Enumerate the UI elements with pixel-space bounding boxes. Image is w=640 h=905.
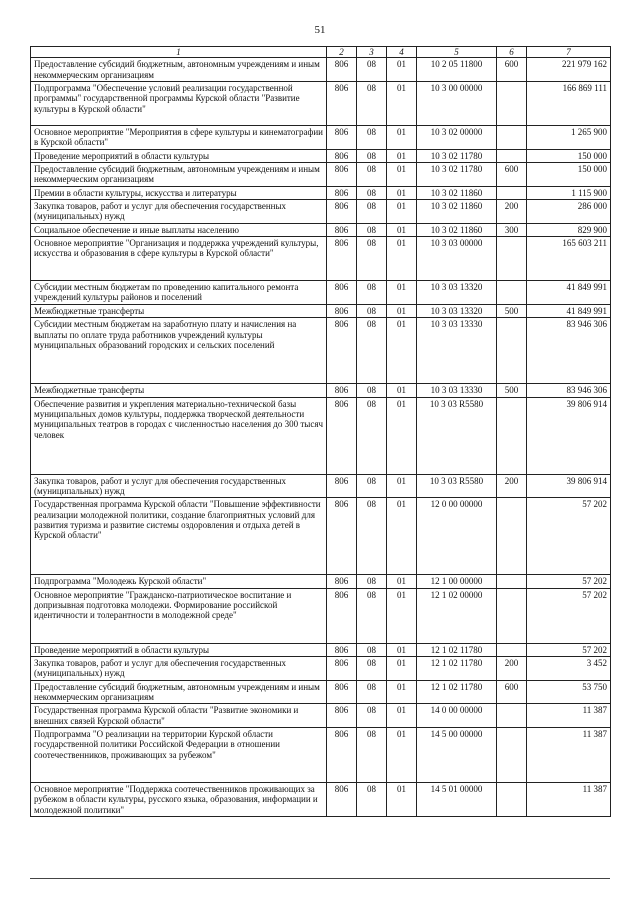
row-expense-type <box>497 643 527 656</box>
row-amount: 221 979 162 <box>527 58 611 82</box>
row-subsection-code: 01 <box>387 588 417 643</box>
row-expense-type: 600 <box>497 58 527 82</box>
row-expense-type <box>497 126 527 150</box>
row-expense-type: 200 <box>497 474 527 498</box>
row-expense-type <box>497 588 527 643</box>
row-amount: 1 265 900 <box>527 126 611 150</box>
row-section-code: 08 <box>357 186 387 199</box>
row-amount: 57 202 <box>527 588 611 643</box>
row-subsection-code: 01 <box>387 575 417 588</box>
row-subsection-code: 01 <box>387 237 417 281</box>
row-grbs-code: 806 <box>327 575 357 588</box>
row-target-article: 12 1 02 11780 <box>417 680 497 704</box>
table-row <box>31 474 611 498</box>
row-expense-type <box>497 727 527 782</box>
row-grbs-code: 806 <box>327 498 357 575</box>
row-amount: 41 849 991 <box>527 304 611 317</box>
row-amount: 166 869 111 <box>527 82 611 126</box>
row-grbs-code: 806 <box>327 727 357 782</box>
row-section-code: 08 <box>357 643 387 656</box>
row-amount: 829 900 <box>527 223 611 236</box>
col-header-2: 2 <box>327 47 357 58</box>
row-grbs-code: 806 <box>327 384 357 397</box>
row-target-article: 12 1 02 11780 <box>417 656 497 680</box>
col-header-5: 5 <box>417 47 497 58</box>
row-name: Проведение мероприятий в области культуры <box>31 149 327 162</box>
row-subsection-code: 01 <box>387 149 417 162</box>
row-name: Подпрограмма "Обеспечение условий реализации государственной программы" государственной программы Курской области "Развитие культуры в Курской области" <box>31 82 327 126</box>
row-amount: 83 946 306 <box>527 318 611 384</box>
row-target-article: 10 3 03 00000 <box>417 237 497 281</box>
row-target-article: 12 1 00 00000 <box>417 575 497 588</box>
row-name: Предоставление субсидий бюджетным, автономным учреждениям и иным некоммерческим организациям <box>31 680 327 704</box>
row-subsection-code: 01 <box>387 498 417 575</box>
row-expense-type <box>497 575 527 588</box>
col-header-1: 1 <box>31 47 327 58</box>
row-name: Основное мероприятие "Гражданско-патриотическое воспитание и допризывная подготовка молодежи. Формирование российской идентичности и толерантности в молодежной среде" <box>31 588 327 643</box>
table-row <box>31 149 611 162</box>
row-target-article: 10 3 03 13320 <box>417 281 497 305</box>
row-amount: 39 806 914 <box>527 397 611 474</box>
row-grbs-code: 806 <box>327 656 357 680</box>
row-amount: 165 603 211 <box>527 237 611 281</box>
row-grbs-code: 806 <box>327 200 357 224</box>
row-amount: 11 387 <box>527 727 611 782</box>
row-target-article: 14 5 00 00000 <box>417 727 497 782</box>
table-row <box>31 237 611 281</box>
table-row <box>31 304 611 317</box>
table-row <box>31 200 611 224</box>
row-subsection-code: 01 <box>387 474 417 498</box>
row-grbs-code: 806 <box>327 126 357 150</box>
table-row <box>31 163 611 187</box>
row-subsection-code: 01 <box>387 704 417 728</box>
row-grbs-code: 806 <box>327 163 357 187</box>
row-expense-type: 500 <box>497 384 527 397</box>
row-expense-type <box>497 82 527 126</box>
row-section-code: 08 <box>357 588 387 643</box>
row-section-code: 08 <box>357 149 387 162</box>
row-amount: 41 849 991 <box>527 281 611 305</box>
row-grbs-code: 806 <box>327 588 357 643</box>
row-section-code: 08 <box>357 318 387 384</box>
row-name: Подпрограмма "О реализации на территории Курской области государственной политики Российской Федерации в отношении соотечественников, проживающих за рубежом" <box>31 727 327 782</box>
row-expense-type: 200 <box>497 200 527 224</box>
row-name: Основное мероприятие "Мероприятия в сфере культуры и кинематографии в Курской области" <box>31 126 327 150</box>
row-name: Закупка товаров, работ и услуг для обеспечения государственных (муниципальных) нужд <box>31 656 327 680</box>
row-subsection-code: 01 <box>387 281 417 305</box>
row-name: Проведение мероприятий в области культуры <box>31 643 327 656</box>
row-target-article: 10 3 02 00000 <box>417 126 497 150</box>
row-expense-type: 600 <box>497 163 527 187</box>
budget-table <box>30 46 611 817</box>
row-subsection-code: 01 <box>387 782 417 816</box>
row-section-code: 08 <box>357 223 387 236</box>
row-grbs-code: 806 <box>327 304 357 317</box>
bottom-rule <box>30 878 610 879</box>
row-subsection-code: 01 <box>387 223 417 236</box>
row-target-article: 10 3 03 13330 <box>417 384 497 397</box>
row-expense-type <box>497 281 527 305</box>
row-grbs-code: 806 <box>327 237 357 281</box>
row-section-code: 08 <box>357 304 387 317</box>
row-subsection-code: 01 <box>387 397 417 474</box>
row-grbs-code: 806 <box>327 318 357 384</box>
table-row <box>31 126 611 150</box>
row-name: Социальное обеспечение и иные выплаты населению <box>31 223 327 236</box>
row-name: Межбюджетные трансферты <box>31 304 327 317</box>
row-expense-type: 600 <box>497 680 527 704</box>
row-name: Основное мероприятие "Организация и поддержка учреждений культуры, искусства и образования в сфере культуры в Курской области" <box>31 237 327 281</box>
row-section-code: 08 <box>357 727 387 782</box>
row-target-article: 10 2 05 11800 <box>417 58 497 82</box>
row-expense-type <box>497 498 527 575</box>
row-grbs-code: 806 <box>327 281 357 305</box>
row-name: Обеспечение развития и укрепления материально-технической базы муниципальных домов культуры, поддержка творческой деятельности муниципальных театров в городах с численностью населения до 300 тысяч человек <box>31 397 327 474</box>
table-row <box>31 588 611 643</box>
row-grbs-code: 806 <box>327 643 357 656</box>
table-row <box>31 186 611 199</box>
row-target-article: 10 3 00 00000 <box>417 82 497 126</box>
row-section-code: 08 <box>357 163 387 187</box>
row-section-code: 08 <box>357 680 387 704</box>
row-amount: 3 452 <box>527 656 611 680</box>
row-section-code: 08 <box>357 474 387 498</box>
row-section-code: 08 <box>357 498 387 575</box>
row-subsection-code: 01 <box>387 727 417 782</box>
row-grbs-code: 806 <box>327 704 357 728</box>
row-section-code: 08 <box>357 397 387 474</box>
row-name: Закупка товаров, работ и услуг для обеспечения государственных (муниципальных) нужд <box>31 200 327 224</box>
table-row <box>31 704 611 728</box>
row-amount: 57 202 <box>527 643 611 656</box>
row-target-article: 14 0 00 00000 <box>417 704 497 728</box>
row-amount: 11 387 <box>527 782 611 816</box>
col-header-4: 4 <box>387 47 417 58</box>
table-row <box>31 498 611 575</box>
row-grbs-code: 806 <box>327 680 357 704</box>
row-target-article: 10 3 02 11860 <box>417 200 497 224</box>
row-expense-type <box>497 186 527 199</box>
row-section-code: 08 <box>357 281 387 305</box>
row-grbs-code: 806 <box>327 223 357 236</box>
row-target-article: 10 3 03 13330 <box>417 318 497 384</box>
row-amount: 57 202 <box>527 575 611 588</box>
row-target-article: 10 3 02 11780 <box>417 149 497 162</box>
row-target-article: 10 3 03 R5580 <box>417 397 497 474</box>
row-grbs-code: 806 <box>327 149 357 162</box>
table-row <box>31 727 611 782</box>
row-grbs-code: 806 <box>327 58 357 82</box>
table-row <box>31 397 611 474</box>
row-expense-type <box>497 149 527 162</box>
row-section-code: 08 <box>357 237 387 281</box>
table-row <box>31 82 611 126</box>
row-name: Основное мероприятие "Поддержка соотечественников проживающих за рубежом в области культуры, русского языка, образования, информации и молодежной политики" <box>31 782 327 816</box>
row-subsection-code: 01 <box>387 82 417 126</box>
row-expense-type <box>497 704 527 728</box>
row-section-code: 08 <box>357 384 387 397</box>
table-row <box>31 58 611 82</box>
row-amount: 57 202 <box>527 498 611 575</box>
row-subsection-code: 01 <box>387 58 417 82</box>
row-target-article: 12 1 02 11780 <box>417 643 497 656</box>
row-subsection-code: 01 <box>387 304 417 317</box>
table-row <box>31 575 611 588</box>
row-expense-type <box>497 237 527 281</box>
row-section-code: 08 <box>357 126 387 150</box>
row-expense-type: 500 <box>497 304 527 317</box>
table-row <box>31 656 611 680</box>
row-grbs-code: 806 <box>327 782 357 816</box>
row-amount: 83 946 306 <box>527 384 611 397</box>
row-name: Государственная программа Курской области "Развитие экономики и внешних связей Курской области" <box>31 704 327 728</box>
row-amount: 53 750 <box>527 680 611 704</box>
row-section-code: 08 <box>357 200 387 224</box>
row-expense-type <box>497 318 527 384</box>
row-amount: 1 115 900 <box>527 186 611 199</box>
row-target-article: 10 3 03 R5580 <box>417 474 497 498</box>
table-row <box>31 384 611 397</box>
row-subsection-code: 01 <box>387 384 417 397</box>
table-header-row <box>31 47 611 58</box>
row-target-article: 10 3 03 13320 <box>417 304 497 317</box>
row-subsection-code: 01 <box>387 643 417 656</box>
row-name: Закупка товаров, работ и услуг для обеспечения государственных (муниципальных) нужд <box>31 474 327 498</box>
row-target-article: 10 3 02 11860 <box>417 186 497 199</box>
row-amount: 286 000 <box>527 200 611 224</box>
row-section-code: 08 <box>357 82 387 126</box>
row-amount: 11 387 <box>527 704 611 728</box>
row-subsection-code: 01 <box>387 126 417 150</box>
row-grbs-code: 806 <box>327 397 357 474</box>
row-expense-type <box>497 782 527 816</box>
row-section-code: 08 <box>357 704 387 728</box>
col-header-6: 6 <box>497 47 527 58</box>
col-header-7: 7 <box>527 47 611 58</box>
row-target-article: 14 5 01 00000 <box>417 782 497 816</box>
row-target-article: 10 3 02 11780 <box>417 163 497 187</box>
row-subsection-code: 01 <box>387 186 417 199</box>
row-name: Субсидии местным бюджетам по проведению капитального ремонта учреждений культуры районов и поселений <box>31 281 327 305</box>
table-row <box>31 223 611 236</box>
row-expense-type: 300 <box>497 223 527 236</box>
row-subsection-code: 01 <box>387 200 417 224</box>
row-grbs-code: 806 <box>327 474 357 498</box>
row-target-article: 12 1 02 00000 <box>417 588 497 643</box>
page-number: 51 <box>314 24 326 36</box>
row-amount: 39 806 914 <box>527 474 611 498</box>
table-row <box>31 281 611 305</box>
col-header-3: 3 <box>357 47 387 58</box>
row-section-code: 08 <box>357 58 387 82</box>
row-name: Предоставление субсидий бюджетным, автономным учреждениям и иным некоммерческим организациям <box>31 163 327 187</box>
table-row <box>31 318 611 384</box>
row-section-code: 08 <box>357 782 387 816</box>
row-subsection-code: 01 <box>387 318 417 384</box>
table-row <box>31 643 611 656</box>
row-name: Межбюджетные трансферты <box>31 384 327 397</box>
row-grbs-code: 806 <box>327 186 357 199</box>
row-target-article: 12 0 00 00000 <box>417 498 497 575</box>
row-subsection-code: 01 <box>387 656 417 680</box>
row-target-article: 10 3 02 11860 <box>417 223 497 236</box>
row-section-code: 08 <box>357 656 387 680</box>
row-grbs-code: 806 <box>327 82 357 126</box>
row-amount: 150 000 <box>527 163 611 187</box>
row-name: Премии в области культуры, искусства и литературы <box>31 186 327 199</box>
row-name: Государственная программа Курской области "Повышение эффективности реализации молодежной политики, создание благоприятных условий для развития туризма и развитие системы оздоровления и отдыха детей в Курской области" <box>31 498 327 575</box>
row-subsection-code: 01 <box>387 163 417 187</box>
row-name: Предоставление субсидий бюджетным, автономным учреждениям и иным некоммерческим организациям <box>31 58 327 82</box>
row-amount: 150 000 <box>527 149 611 162</box>
row-subsection-code: 01 <box>387 680 417 704</box>
row-section-code: 08 <box>357 575 387 588</box>
row-expense-type: 200 <box>497 656 527 680</box>
row-name: Субсидии местным бюджетам на заработную плату и начисления на выплаты по оплате труда работников учреждений культуры муниципальных образований городских и сельских поселений <box>31 318 327 384</box>
table-row <box>31 680 611 704</box>
row-name: Подпрограмма "Молодежь Курской области" <box>31 575 327 588</box>
row-expense-type <box>497 397 527 474</box>
table-row <box>31 782 611 816</box>
